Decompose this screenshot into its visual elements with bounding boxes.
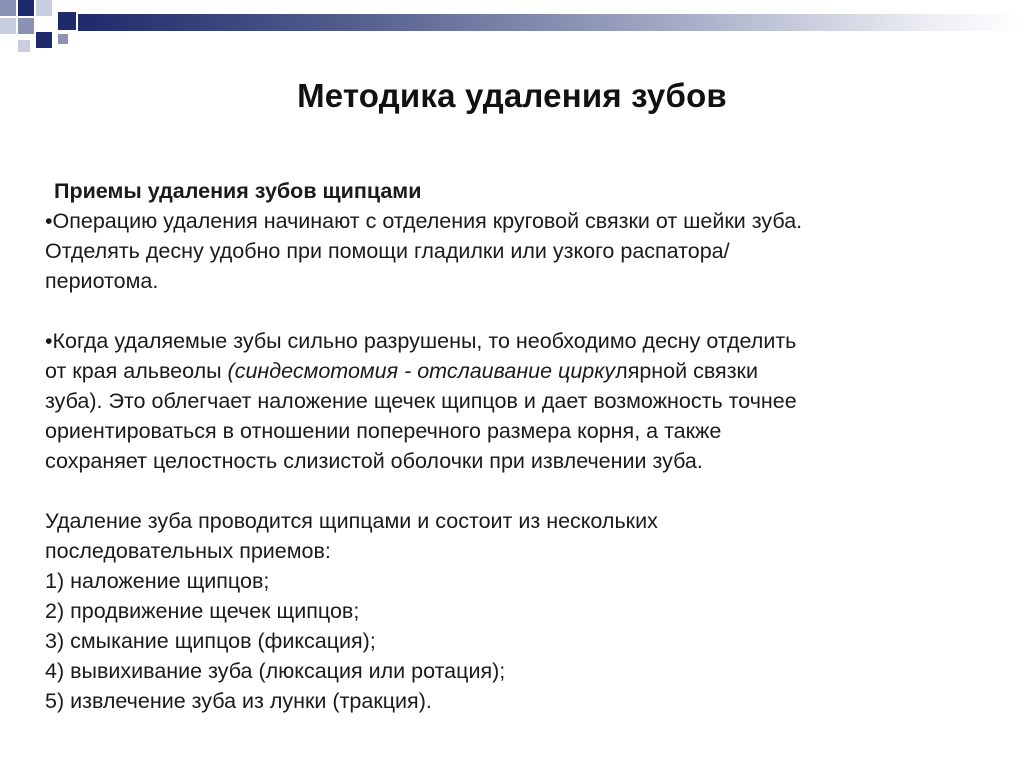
step-item-5: 5) извлечение зуба из лунки (тракция). (45, 689, 432, 713)
bullet-1-line-1: •Операцию удаления начинают с отделения круговой связки от шейки зуба. (45, 209, 803, 233)
step-item-2: 2) продвижение щечек щипцов; (45, 599, 360, 623)
corner-square-8 (18, 40, 30, 52)
bullet-2-line-2-italic: (синдесмотомия - отслаивание цирку (227, 359, 616, 383)
corner-square-9 (58, 34, 68, 44)
bullet-2-line-1: •Когда удаляемые зубы сильно разрушены, то необходимо десну отделить (45, 329, 797, 353)
corner-square-1 (0, 0, 16, 16)
header-gradient-bar (78, 14, 1024, 31)
intro-line-1: Удаление зуба проводится щипцами и состоит из нескольких (45, 509, 658, 533)
spacer (45, 476, 1005, 506)
corner-square-7 (36, 32, 52, 48)
bullet-2-line-2 (45, 356, 1005, 386)
bullet-2-line-4: ориентироваться в отношении поперечного размера корня, а также (45, 419, 722, 443)
slide-title: Методика удаления зубов (297, 77, 727, 114)
corner-square-2 (18, 0, 34, 16)
step-item-3: 3) смыкание щипцов (фиксация); (45, 629, 376, 653)
slide-body (45, 176, 1005, 716)
bullet-1-line-3: периотома. (45, 269, 159, 293)
step-item-1: 1) наложение щипцов; (45, 569, 270, 593)
bullet-1-line-2: Отделять десну удобно при помощи гладилки или узкого распатора/ (45, 239, 730, 263)
step-item-4: 4) вывихивание зуба (люксация или ротация); (45, 659, 506, 683)
bullet-2-line-3: зуба). Это облегчает наложение щечек щипцов и дает возможность точнее (45, 389, 797, 413)
spacer (45, 296, 1005, 326)
corner-square-5 (0, 18, 16, 34)
bullet-2-line-2-end: лярной связки (615, 359, 758, 383)
corner-square-3 (36, 0, 52, 16)
corner-square-4 (58, 12, 76, 30)
intro-line-2: последовательных приемов: (45, 539, 331, 563)
corner-square-6 (18, 18, 34, 34)
section-subheading: Приемы удаления зубов щипцами (54, 179, 422, 203)
bullet-2-line-5: сохраняет целостность слизистой оболочки при извлечении зуба. (45, 449, 703, 473)
bullet-2-line-2-start: от края альвеолы (45, 359, 228, 383)
